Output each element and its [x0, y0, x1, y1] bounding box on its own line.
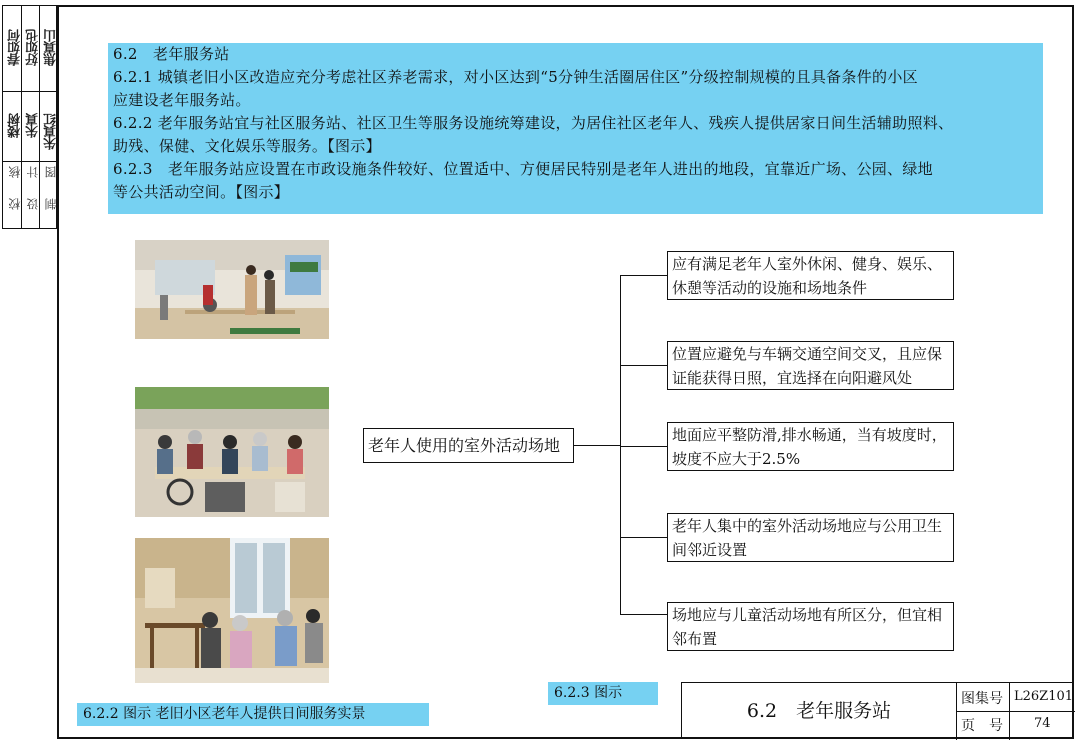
diagram-caption: 6.2.3 图示	[548, 682, 658, 705]
page-number-label: 页 号	[961, 718, 1003, 734]
atlas-number: L26Z101	[1014, 689, 1074, 704]
clause-6-2-2-cont: 助残、保健、文化娱乐等服务。【图示】	[113, 137, 381, 155]
page-number: 74	[1034, 716, 1051, 731]
connector-line	[620, 537, 667, 538]
strip-label: 图	[44, 166, 58, 178]
connector-spine	[620, 275, 621, 615]
photo-card-games	[135, 538, 329, 683]
strip-label: 校	[8, 198, 22, 210]
clause-6-2-1-cont: 应建设老年服务站。	[113, 91, 251, 109]
photo-rehab-room	[135, 240, 329, 339]
signature-mark: 朱真	[26, 114, 41, 138]
strip-label: 设	[26, 198, 40, 210]
signature-mark: 好如也	[26, 30, 41, 66]
requirement-box: 地面应平整防滑,排水畅通，当有坡度时，坡度不应大于2.5%	[667, 422, 954, 471]
signature-mark: 焦真山	[44, 30, 59, 66]
atlas-number-label: 图集号	[961, 691, 1003, 707]
clause-6-2-3-cont: 等公共活动空间。【图示】	[113, 183, 290, 201]
requirement-box: 老年人集中的室外活动场地应与公用卫生间邻近设置	[667, 513, 954, 562]
connector-line	[620, 365, 667, 366]
signature-strip	[2, 5, 57, 229]
clause-6-2-2: 6.2.2 老年服务站宜与社区服务站、社区卫生等服务设施统筹建设，为居住社区老年人、残疾人提供居家日间生活辅助照料、	[113, 114, 954, 132]
signature-mark: 春如何	[8, 30, 23, 66]
title-block	[681, 682, 1074, 739]
requirement-box: 应有满足老年人室外休闲、健身、娱乐、休憩等活动的设施和场地条件	[667, 251, 954, 300]
photo-group-activity	[135, 387, 329, 517]
strip-label: 制	[44, 198, 58, 210]
signature-mark: 楼树	[8, 114, 23, 138]
photos-caption: 6.2.2 图示 老旧小区老年人提供日间服务实景	[77, 703, 429, 726]
clause-6-2-3: 6.2.3 老年服务站应设置在市政设施条件较好、位置适中、方便居民特别是老年人进出的地段，宜靠近广场、公园、绿地	[113, 160, 933, 178]
connector-line	[574, 445, 620, 446]
strip-label: 计	[26, 166, 40, 178]
diagram-center-label: 老年人使用的室外活动场地	[363, 428, 574, 463]
sheet-title: 6.2 老年服务站	[746, 700, 892, 722]
signature-mark: 朱真红	[44, 114, 59, 150]
clause-6-2-1: 6.2.1 城镇老旧小区改造应充分考虑社区养老需求，对小区达到“5分钟生活圈居住区”分级控制规模的且具备条件的小区	[113, 68, 918, 86]
section-heading: 6.2 老年服务站	[113, 45, 230, 63]
connector-line	[620, 614, 667, 615]
connector-line	[620, 446, 667, 447]
clause-text-band	[108, 43, 1043, 214]
requirement-box: 场地应与儿童活动场地有所区分，但宜相邻布置	[667, 602, 954, 651]
connector-line	[620, 275, 667, 276]
strip-label: 核	[8, 166, 22, 178]
requirement-box: 位置应避免与车辆交通空间交叉，且应保证能获得日照，宜选择在向阳避风处	[667, 341, 954, 390]
